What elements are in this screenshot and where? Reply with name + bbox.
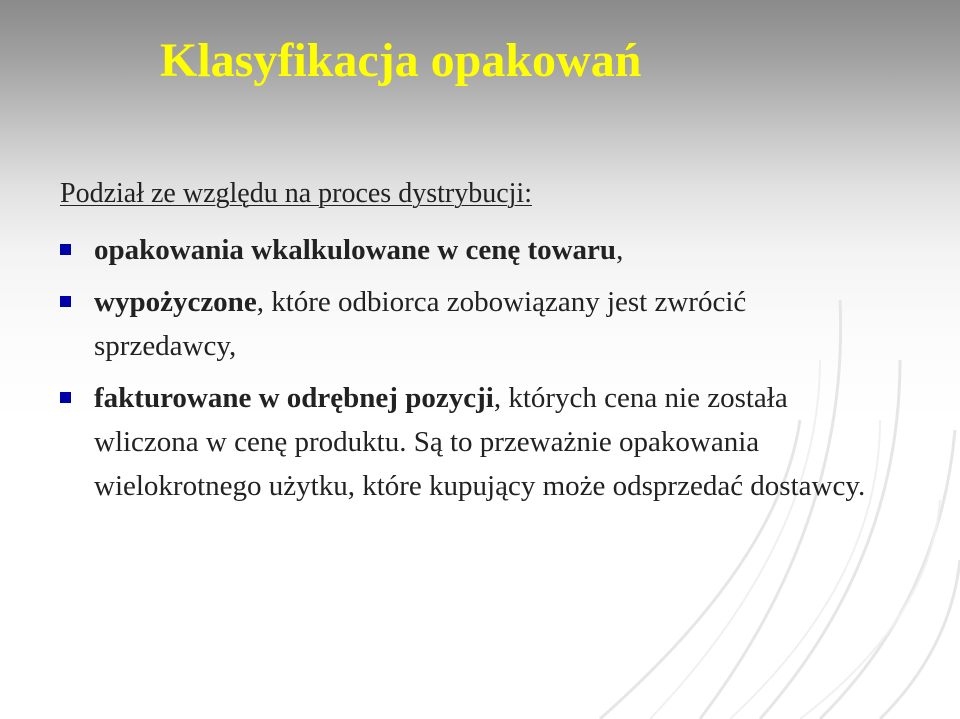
bullet-text: ,: [616, 234, 624, 266]
square-bullet-icon: [60, 296, 71, 307]
bullet-text: , które odbiorca zobowiązany jest zwrócić sprzedawcy,: [94, 286, 747, 362]
square-bullet-icon: [60, 244, 71, 255]
bullet-item-fakturowane: [60, 376, 880, 508]
bullet-bold-text: opakowania wkalkulowane w cenę towaru: [94, 234, 617, 266]
bullet-item-wkalkulowane: [60, 228, 880, 272]
bullet-bold-text: wypożyczone: [94, 286, 257, 318]
bullet-list: [60, 228, 880, 516]
subheading: Podział ze względu na proces dystrybucji:: [60, 178, 532, 209]
square-bullet-icon: [60, 392, 71, 403]
bullet-item-wypozyczone: [60, 280, 880, 368]
bullet-text: , których cena nie została wliczona w cenę produktu. Są to przeważnie opakowania wielokrotnego użytku, które kupujący może odsprzedać dostawcy.: [94, 382, 866, 502]
bullet-bold-text: fakturowane w odrębnej pozycji: [94, 382, 494, 414]
slide-title: Klasyfikacja opakowań: [160, 34, 642, 87]
